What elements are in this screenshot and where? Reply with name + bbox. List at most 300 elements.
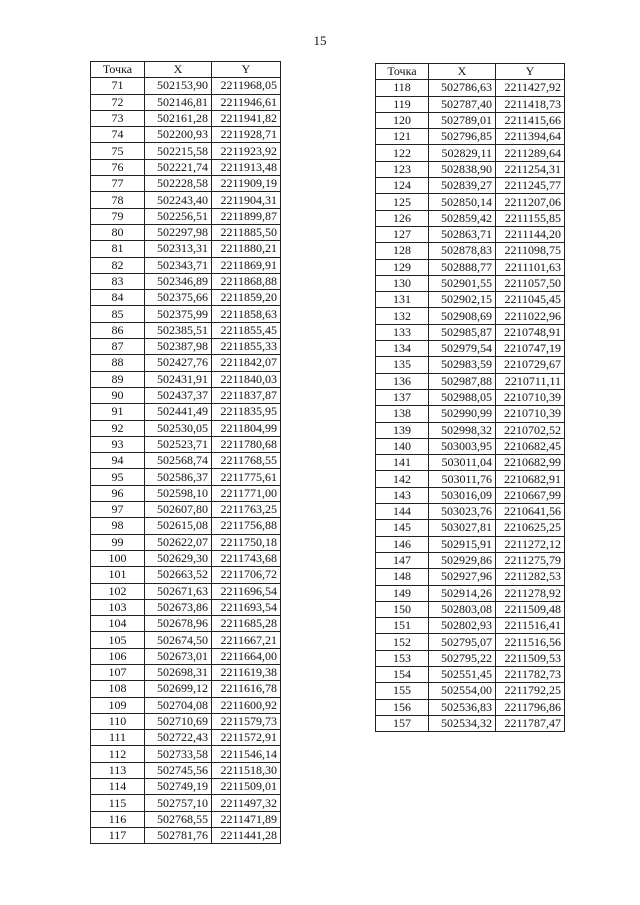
table-header-row [376, 64, 565, 80]
y-coordinate-cell: 2211509,48 [496, 601, 565, 617]
table-row [91, 224, 281, 240]
x-coordinate-cell: 502795,22 [429, 650, 496, 666]
y-coordinate-cell: 2211441,28 [212, 827, 281, 843]
point-number-cell: 104 [91, 616, 145, 632]
y-coordinate-cell: 2211941,82 [212, 110, 281, 126]
point-number-cell: 91 [91, 404, 145, 420]
point-number-cell: 92 [91, 420, 145, 436]
point-number-cell: 154 [376, 666, 429, 682]
y-coordinate-cell: 2210682,99 [496, 455, 565, 471]
table-row [376, 618, 565, 634]
table-row [91, 436, 281, 452]
x-coordinate-cell: 502915,91 [429, 536, 496, 552]
table-row [376, 699, 565, 715]
point-number-cell: 146 [376, 536, 429, 552]
point-number-cell: 93 [91, 436, 145, 452]
point-number-cell: 147 [376, 552, 429, 568]
x-coordinate-cell: 502346,89 [145, 273, 212, 289]
y-coordinate-cell: 2211923,92 [212, 143, 281, 159]
table-row [91, 697, 281, 713]
y-coordinate-cell: 2211418,73 [496, 96, 565, 112]
point-number-cell: 80 [91, 224, 145, 240]
x-coordinate-cell: 502698,31 [145, 664, 212, 680]
table-row [376, 455, 565, 471]
point-number-cell: 97 [91, 502, 145, 518]
x-coordinate-cell: 503027,81 [429, 520, 496, 536]
table-row [91, 567, 281, 583]
y-coordinate-cell: 2211835,95 [212, 404, 281, 420]
x-coordinate-cell: 502838,90 [429, 161, 496, 177]
point-number-cell: 125 [376, 194, 429, 210]
y-coordinate-cell: 2211518,30 [212, 762, 281, 778]
table-row [91, 518, 281, 534]
x-coordinate-cell: 502803,08 [429, 601, 496, 617]
y-coordinate-cell: 2211572,91 [212, 730, 281, 746]
y-coordinate-cell: 2211782,73 [496, 666, 565, 682]
y-coordinate-cell: 2211904,31 [212, 192, 281, 208]
x-coordinate-cell: 502200,93 [145, 127, 212, 143]
y-coordinate-cell: 2211045,45 [496, 292, 565, 308]
table-row [376, 438, 565, 454]
x-coordinate-cell: 502850,14 [429, 194, 496, 210]
y-coordinate-cell: 2210711,11 [496, 373, 565, 389]
table-row [376, 324, 565, 340]
x-coordinate-cell: 502387,98 [145, 339, 212, 355]
point-number-cell: 152 [376, 634, 429, 650]
y-coordinate-cell: 2211869,91 [212, 257, 281, 273]
point-number-cell: 144 [376, 504, 429, 520]
x-column-header: X [429, 64, 496, 80]
point-number-cell: 120 [376, 112, 429, 128]
x-coordinate-cell: 503003,95 [429, 438, 496, 454]
point-number-cell: 107 [91, 664, 145, 680]
x-coordinate-cell: 502375,66 [145, 290, 212, 306]
y-coordinate-cell: 2210729,67 [496, 357, 565, 373]
table-row [91, 192, 281, 208]
x-coordinate-cell: 502908,69 [429, 308, 496, 324]
y-coordinate-cell: 2211796,86 [496, 699, 565, 715]
point-number-cell: 94 [91, 453, 145, 469]
table-row [376, 585, 565, 601]
x-coordinate-cell: 502990,99 [429, 406, 496, 422]
point-number-cell: 130 [376, 275, 429, 291]
point-number-cell: 134 [376, 341, 429, 357]
table-row [91, 110, 281, 126]
point-number-cell: 108 [91, 681, 145, 697]
y-coordinate-cell: 2211763,25 [212, 502, 281, 518]
y-coordinate-cell: 2211272,12 [496, 536, 565, 552]
table-row [376, 243, 565, 259]
y-coordinate-cell: 2211282,53 [496, 569, 565, 585]
table-row [91, 273, 281, 289]
x-coordinate-cell: 503016,09 [429, 487, 496, 503]
x-coordinate-cell: 503023,76 [429, 504, 496, 520]
table-row [91, 681, 281, 697]
point-number-cell: 113 [91, 762, 145, 778]
point-number-cell: 138 [376, 406, 429, 422]
table-row [376, 292, 565, 308]
table-row [91, 583, 281, 599]
table-row [376, 520, 565, 536]
x-coordinate-cell: 502678,96 [145, 616, 212, 632]
x-coordinate-cell: 502161,28 [145, 110, 212, 126]
point-number-cell: 110 [91, 713, 145, 729]
x-coordinate-cell: 502671,63 [145, 583, 212, 599]
table-row [91, 762, 281, 778]
y-coordinate-cell: 2210625,25 [496, 520, 565, 536]
y-coordinate-cell: 2211497,32 [212, 795, 281, 811]
x-coordinate-cell: 502221,74 [145, 159, 212, 175]
y-coordinate-cell: 2211706,72 [212, 567, 281, 583]
table-row [91, 176, 281, 192]
table-row [91, 306, 281, 322]
x-coordinate-cell: 502530,05 [145, 420, 212, 436]
point-number-cell: 103 [91, 599, 145, 615]
table-row [91, 159, 281, 175]
y-coordinate-cell: 2211913,48 [212, 159, 281, 175]
x-coordinate-cell: 502839,27 [429, 178, 496, 194]
table-row [376, 569, 565, 585]
point-number-cell: 132 [376, 308, 429, 324]
point-number-cell: 106 [91, 648, 145, 664]
y-coordinate-cell: 2211693,54 [212, 599, 281, 615]
table-row [376, 357, 565, 373]
x-coordinate-cell: 502598,10 [145, 485, 212, 501]
y-coordinate-cell: 2211546,14 [212, 746, 281, 762]
point-number-cell: 72 [91, 94, 145, 110]
table-row [91, 127, 281, 143]
y-coordinate-cell: 2211804,99 [212, 420, 281, 436]
x-coordinate-cell: 502256,51 [145, 208, 212, 224]
y-coordinate-cell: 2211855,45 [212, 322, 281, 338]
y-coordinate-cell: 2211946,61 [212, 94, 281, 110]
table-row [376, 341, 565, 357]
table-row [91, 78, 281, 94]
point-number-cell: 148 [376, 569, 429, 585]
point-number-cell: 150 [376, 601, 429, 617]
y-coordinate-cell: 2211868,88 [212, 273, 281, 289]
table-row [376, 194, 565, 210]
table-row [91, 502, 281, 518]
point-number-cell: 153 [376, 650, 429, 666]
table-row [91, 713, 281, 729]
y-coordinate-cell: 2211837,87 [212, 387, 281, 403]
y-coordinate-cell: 2211516,41 [496, 618, 565, 634]
table-row [91, 94, 281, 110]
table-row [91, 453, 281, 469]
y-coordinate-cell: 2211101,63 [496, 259, 565, 275]
point-number-cell: 116 [91, 811, 145, 827]
point-number-cell: 88 [91, 355, 145, 371]
point-number-cell: 122 [376, 145, 429, 161]
table-row [91, 632, 281, 648]
table-row [376, 112, 565, 128]
y-coordinate-cell: 2211144,20 [496, 226, 565, 242]
y-coordinate-cell: 2211685,28 [212, 616, 281, 632]
table-row [91, 616, 281, 632]
table-row [376, 715, 565, 731]
y-coordinate-cell: 2211619,38 [212, 664, 281, 680]
y-coordinate-cell: 2211880,21 [212, 241, 281, 257]
point-number-cell: 124 [376, 178, 429, 194]
x-coordinate-cell: 502983,59 [429, 357, 496, 373]
table-row [91, 746, 281, 762]
y-coordinate-cell: 2211415,66 [496, 112, 565, 128]
table-row [376, 536, 565, 552]
point-number-cell: 105 [91, 632, 145, 648]
point-number-cell: 155 [376, 683, 429, 699]
y-coordinate-cell: 2211858,63 [212, 306, 281, 322]
table-row [91, 322, 281, 338]
point-number-cell: 98 [91, 518, 145, 534]
point-number-cell: 95 [91, 469, 145, 485]
point-number-cell: 126 [376, 210, 429, 226]
x-coordinate-cell: 502243,40 [145, 192, 212, 208]
x-coordinate-cell: 502313,31 [145, 241, 212, 257]
table-row [91, 290, 281, 306]
table-row [376, 308, 565, 324]
point-number-cell: 145 [376, 520, 429, 536]
point-number-cell: 119 [376, 96, 429, 112]
table-row [376, 389, 565, 405]
y-coordinate-cell: 2211968,05 [212, 78, 281, 94]
x-coordinate-cell: 502153,90 [145, 78, 212, 94]
y-coordinate-cell: 2211750,18 [212, 534, 281, 550]
y-coordinate-cell: 2211516,56 [496, 634, 565, 650]
x-coordinate-cell: 502802,93 [429, 618, 496, 634]
table-row [91, 599, 281, 615]
table-row [376, 129, 565, 145]
y-coordinate-cell: 2211780,68 [212, 436, 281, 452]
x-coordinate-cell: 502859,42 [429, 210, 496, 226]
table-row [91, 339, 281, 355]
table-row [91, 469, 281, 485]
x-coordinate-cell: 502699,12 [145, 681, 212, 697]
y-coordinate-cell: 2211509,01 [212, 779, 281, 795]
table-row [376, 275, 565, 291]
point-number-cell: 83 [91, 273, 145, 289]
x-coordinate-cell: 502674,50 [145, 632, 212, 648]
x-coordinate-cell: 502733,58 [145, 746, 212, 762]
point-number-cell: 96 [91, 485, 145, 501]
point-number-cell: 102 [91, 583, 145, 599]
point-number-cell: 137 [376, 389, 429, 405]
coordinates-table-right [375, 63, 565, 732]
point-number-cell: 79 [91, 208, 145, 224]
x-coordinate-cell: 502663,52 [145, 567, 212, 583]
point-number-cell: 115 [91, 795, 145, 811]
y-coordinate-cell: 2211254,31 [496, 161, 565, 177]
point-number-cell: 87 [91, 339, 145, 355]
point-number-cell: 111 [91, 730, 145, 746]
y-coordinate-cell: 2211859,20 [212, 290, 281, 306]
point-number-cell: 117 [91, 827, 145, 843]
point-number-cell: 86 [91, 322, 145, 338]
y-coordinate-cell: 2211775,61 [212, 469, 281, 485]
y-coordinate-cell: 2211394,64 [496, 129, 565, 145]
x-coordinate-cell: 503011,76 [429, 471, 496, 487]
table-row [376, 552, 565, 568]
point-number-cell: 74 [91, 127, 145, 143]
point-number-cell: 131 [376, 292, 429, 308]
y-coordinate-cell: 2211840,03 [212, 371, 281, 387]
y-coordinate-cell: 2210667,99 [496, 487, 565, 503]
x-coordinate-cell: 502673,86 [145, 599, 212, 615]
table-row [91, 534, 281, 550]
point-number-cell: 99 [91, 534, 145, 550]
x-coordinate-cell: 502629,30 [145, 550, 212, 566]
point-number-cell: 112 [91, 746, 145, 762]
x-coordinate-cell: 502988,05 [429, 389, 496, 405]
y-coordinate-cell: 2211768,55 [212, 453, 281, 469]
y-coordinate-cell: 2211275,79 [496, 552, 565, 568]
point-number-cell: 76 [91, 159, 145, 175]
point-number-cell: 100 [91, 550, 145, 566]
point-number-cell: 89 [91, 371, 145, 387]
y-coordinate-cell: 2210702,52 [496, 422, 565, 438]
point-number-cell: 77 [91, 176, 145, 192]
table-row [91, 550, 281, 566]
x-coordinate-cell: 502757,10 [145, 795, 212, 811]
y-coordinate-cell: 2211885,50 [212, 224, 281, 240]
x-coordinate-cell: 502749,19 [145, 779, 212, 795]
point-number-cell: 151 [376, 618, 429, 634]
x-coordinate-cell: 502536,83 [429, 699, 496, 715]
point-number-cell: 143 [376, 487, 429, 503]
table-row [91, 208, 281, 224]
point-number-cell: 90 [91, 387, 145, 403]
table-row [91, 779, 281, 795]
x-coordinate-cell: 502929,86 [429, 552, 496, 568]
table-row [376, 406, 565, 422]
point-number-cell: 157 [376, 715, 429, 731]
y-coordinate-cell: 2210747,19 [496, 341, 565, 357]
point-number-cell: 123 [376, 161, 429, 177]
table-row [91, 664, 281, 680]
table-row [91, 827, 281, 843]
y-coordinate-cell: 2210682,91 [496, 471, 565, 487]
x-coordinate-cell: 502615,08 [145, 518, 212, 534]
point-column-header: Точка [91, 62, 145, 78]
point-number-cell: 109 [91, 697, 145, 713]
y-coordinate-cell: 2211155,85 [496, 210, 565, 226]
page-number: 15 [313, 33, 327, 48]
point-number-cell: 82 [91, 257, 145, 273]
y-coordinate-cell: 2211579,73 [212, 713, 281, 729]
y-coordinate-cell: 2211909,19 [212, 176, 281, 192]
table-row [376, 145, 565, 161]
x-coordinate-cell: 502878,83 [429, 243, 496, 259]
y-coordinate-cell: 2211289,64 [496, 145, 565, 161]
x-coordinate-cell: 502437,37 [145, 387, 212, 403]
point-number-cell: 139 [376, 422, 429, 438]
y-coordinate-cell: 2210710,39 [496, 389, 565, 405]
point-number-cell: 84 [91, 290, 145, 306]
point-number-cell: 133 [376, 324, 429, 340]
x-coordinate-cell: 502551,45 [429, 666, 496, 682]
point-number-cell: 114 [91, 779, 145, 795]
point-number-cell: 136 [376, 373, 429, 389]
table-row [376, 226, 565, 242]
point-number-cell: 128 [376, 243, 429, 259]
table-row [376, 80, 565, 96]
y-coordinate-cell: 2211278,92 [496, 585, 565, 601]
point-number-cell: 140 [376, 438, 429, 454]
x-coordinate-cell: 502375,99 [145, 306, 212, 322]
y-coordinate-cell: 2211022,96 [496, 308, 565, 324]
y-column-header: Y [212, 62, 281, 78]
point-number-cell: 71 [91, 78, 145, 94]
x-coordinate-cell: 502297,98 [145, 224, 212, 240]
x-coordinate-cell: 502786,63 [429, 80, 496, 96]
x-coordinate-cell: 502215,58 [145, 143, 212, 159]
point-number-cell: 129 [376, 259, 429, 275]
x-coordinate-cell: 502927,96 [429, 569, 496, 585]
y-coordinate-cell: 2211098,75 [496, 243, 565, 259]
table-row [376, 504, 565, 520]
x-coordinate-cell: 502985,87 [429, 324, 496, 340]
y-coordinate-cell: 2211207,06 [496, 194, 565, 210]
y-coordinate-cell: 2210710,39 [496, 406, 565, 422]
y-coordinate-cell: 2211245,77 [496, 178, 565, 194]
x-coordinate-cell: 502441,49 [145, 404, 212, 420]
table-row [91, 387, 281, 403]
x-coordinate-cell: 502704,08 [145, 697, 212, 713]
point-number-cell: 156 [376, 699, 429, 715]
x-coordinate-cell: 502385,51 [145, 322, 212, 338]
y-coordinate-cell: 2211427,92 [496, 80, 565, 96]
x-coordinate-cell: 502795,07 [429, 634, 496, 650]
point-number-cell: 81 [91, 241, 145, 257]
point-number-cell: 141 [376, 455, 429, 471]
x-coordinate-cell: 502722,43 [145, 730, 212, 746]
table-row [91, 355, 281, 371]
point-number-cell: 121 [376, 129, 429, 145]
x-coordinate-cell: 502914,26 [429, 585, 496, 601]
x-coordinate-cell: 502768,55 [145, 811, 212, 827]
table-row [91, 257, 281, 273]
x-coordinate-cell: 502622,07 [145, 534, 212, 550]
x-coordinate-cell: 502568,74 [145, 453, 212, 469]
y-column-header: Y [496, 64, 565, 80]
x-coordinate-cell: 502979,54 [429, 341, 496, 357]
y-coordinate-cell: 2211855,33 [212, 339, 281, 355]
x-coordinate-cell: 502431,91 [145, 371, 212, 387]
y-coordinate-cell: 2211899,87 [212, 208, 281, 224]
y-coordinate-cell: 2211471,89 [212, 811, 281, 827]
point-number-cell: 73 [91, 110, 145, 126]
table-row [91, 241, 281, 257]
point-column-header: Точка [376, 64, 429, 80]
table-row [376, 487, 565, 503]
table-row [91, 485, 281, 501]
table-row [376, 178, 565, 194]
y-coordinate-cell: 2211756,88 [212, 518, 281, 534]
y-coordinate-cell: 2211057,50 [496, 275, 565, 291]
y-coordinate-cell: 2210748,91 [496, 324, 565, 340]
table-header-row [91, 62, 281, 78]
table-row [91, 420, 281, 436]
x-coordinate-cell: 502343,71 [145, 257, 212, 273]
x-coordinate-cell: 502228,58 [145, 176, 212, 192]
table-row [91, 730, 281, 746]
point-number-cell: 127 [376, 226, 429, 242]
y-coordinate-cell: 2211792,25 [496, 683, 565, 699]
x-coordinate-cell: 502710,69 [145, 713, 212, 729]
table-row [376, 601, 565, 617]
coordinates-table-left [90, 61, 281, 844]
y-coordinate-cell: 2211771,00 [212, 485, 281, 501]
